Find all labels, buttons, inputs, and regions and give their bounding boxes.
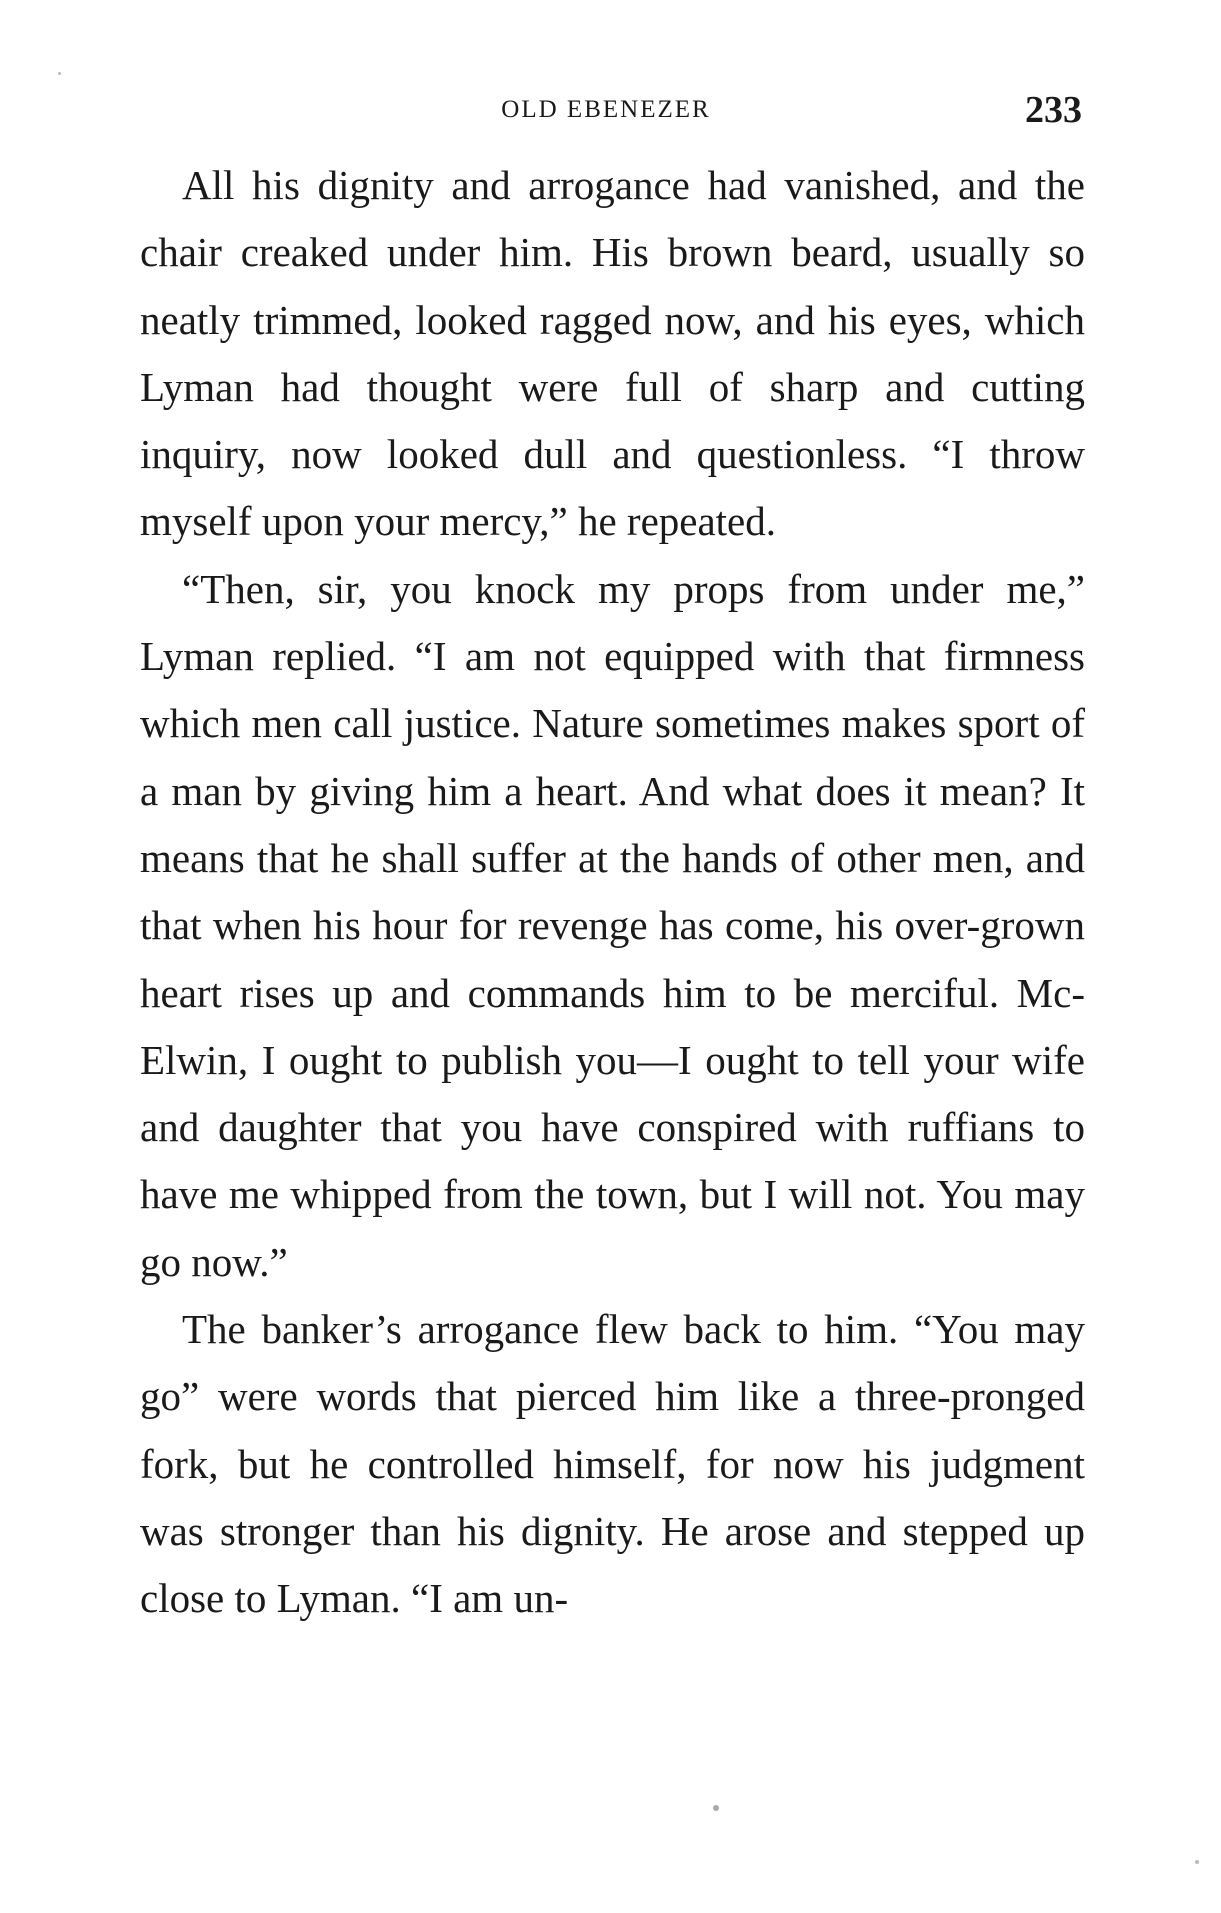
scan-speck <box>58 72 61 75</box>
paragraph: The banker’s arrogance flew back to him. “You may go” were words that pierced him like a three-pronged fork, but he controlled himself, for now his judgment was stronger than his dignity. He arose and stepped up close to Lyman. “I am un- <box>140 1306 1085 1622</box>
paragraph: “Then, sir, you knock my props from under me,” Lyman replied. “I am not equipped with that firmness which men call justice. Nature sometimes makes sport of a man by giving him a heart. And what does it mean? It means that he shall suffer at the hands of other men, and that when his hour for revenge has come, his over-grown heart rises up and commands him to be merciful. McElwin, I ought to publish you—I ought to tell your wife and daughter that you have conspired with ruffians to have me whipped from the town, but I will not. You may go now.” <box>140 565 1085 1285</box>
page-number: 233 <box>1025 89 1082 131</box>
running-head <box>130 88 1082 132</box>
body-text <box>140 152 1085 1633</box>
paragraph: All his dignity and arrogance had vanished, and the chair creaked under him. His brown beard, usually so neatly trimmed, looked ragged now, and his eyes, which Lyman had thought were full of sharp and cutting inquiry, now looked dull and questionless. “I throw myself upon your mercy,” he repeated. <box>140 162 1085 545</box>
running-title: OLD EBENEZER <box>501 96 711 123</box>
scan-speck <box>713 1805 719 1811</box>
scan-speck <box>1195 1860 1199 1864</box>
